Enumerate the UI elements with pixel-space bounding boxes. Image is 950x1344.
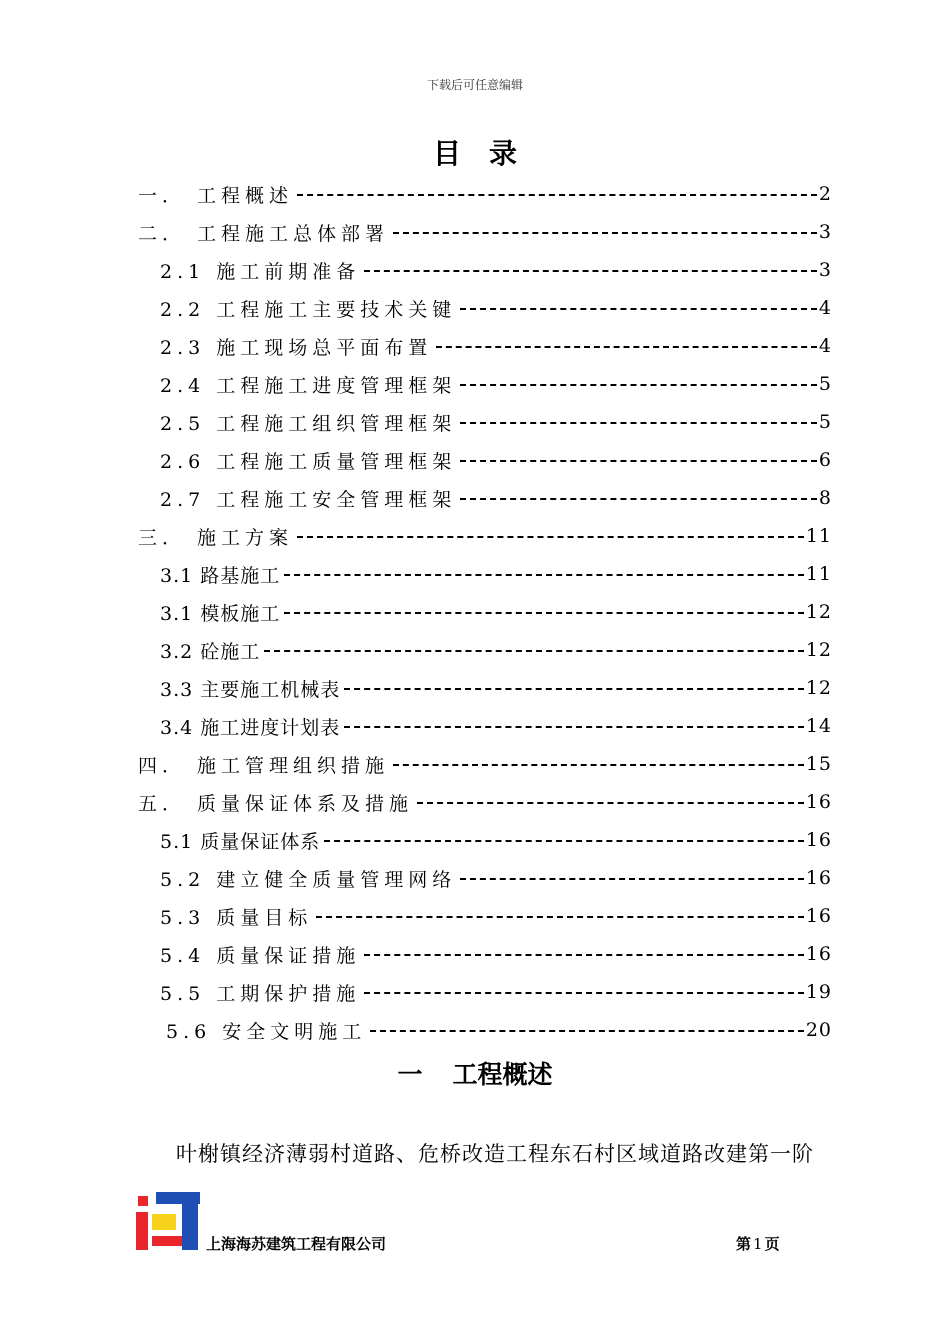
toc-entry-label: 3.1 路基施工 — [160, 564, 281, 587]
toc-entry-label: 2.1 施工前期准备 — [160, 260, 361, 283]
header-note: 下载后可任意编辑 — [426, 78, 523, 92]
toc-entry-page: 5 — [818, 373, 832, 395]
toc-entry-5-6[interactable] — [166, 1015, 832, 1045]
toc-entry-3-1b[interactable] — [160, 597, 832, 627]
toc-entry-label: 3.1 模板施工 — [160, 602, 281, 625]
footer-company-name: 上海海苏建筑工程有限公司 — [206, 1235, 387, 1253]
toc-entry-page: 2 — [818, 183, 832, 205]
dotted-leader — [344, 726, 804, 728]
section-number: 一 — [397, 1060, 423, 1089]
toc-entry-label: 五． 质量保证体系及措施 — [138, 792, 414, 815]
toc-entry-5-3[interactable] — [160, 901, 832, 931]
page-suffix: 页 — [764, 1235, 780, 1253]
toc-entry-label: 一． 工程概述 — [138, 184, 294, 207]
dotted-leader — [344, 688, 804, 690]
toc-entry-label: 2.4 工程施工进度管理框架 — [160, 374, 457, 397]
toc-entry-label: 5.5 工期保护措施 — [160, 982, 361, 1005]
toc-entry-page: 16 — [805, 943, 832, 965]
dotted-leader — [284, 612, 804, 614]
toc-entry-label: 5.1 质量保证体系 — [160, 830, 321, 853]
toc-entry-page: 12 — [805, 677, 832, 699]
toc-entry-page: 11 — [805, 563, 832, 585]
dotted-leader — [460, 878, 804, 880]
toc-entry-5-5[interactable] — [160, 977, 832, 1007]
dotted-leader — [297, 194, 817, 196]
toc-entry-5-4[interactable] — [160, 939, 832, 969]
toc-entry-label: 四． 施工管理组织措施 — [138, 754, 390, 777]
toc-entry-label: 三． 施工方案 — [138, 526, 294, 549]
toc-entry-page: 5 — [818, 411, 832, 433]
toc-entry-2[interactable] — [138, 217, 832, 247]
dotted-leader — [460, 308, 817, 310]
page-prefix: 第 — [736, 1235, 752, 1253]
toc-entry-label: 二． 工程施工总体部署 — [138, 222, 390, 245]
dotted-leader — [264, 650, 804, 652]
toc-entry-2-1[interactable] — [160, 255, 832, 285]
toc-entry-1[interactable] — [138, 179, 832, 209]
toc-entry-5-2[interactable] — [160, 863, 832, 893]
toc-entry-label: 2.7 工程施工安全管理框架 — [160, 488, 457, 511]
toc-entry-page: 14 — [805, 715, 832, 737]
toc-entry-page: 16 — [805, 905, 832, 927]
toc-entry-label: 5.4 质量保证措施 — [160, 944, 361, 967]
toc-entry-page: 11 — [805, 525, 832, 547]
dotted-leader — [393, 764, 804, 766]
dotted-leader — [364, 954, 804, 956]
toc-entry-5-1[interactable] — [160, 825, 832, 855]
toc-entry-page: 12 — [805, 639, 832, 661]
dotted-leader — [460, 384, 817, 386]
section-heading — [0, 1055, 950, 1091]
toc-entry-page: 19 — [805, 981, 832, 1003]
toc-entry-3[interactable] — [138, 521, 832, 551]
toc-entry-label: 2.6 工程施工质量管理框架 — [160, 450, 457, 473]
toc-entry-3-3[interactable] — [160, 673, 832, 703]
toc-entry-2-3[interactable] — [160, 331, 832, 361]
dotted-leader — [324, 840, 804, 842]
company-logo-icon — [136, 1192, 200, 1250]
toc-entry-label: 2.3 施工现场总平面布置 — [160, 336, 433, 359]
footer-page-number — [736, 1233, 780, 1254]
toc-entry-label: 5.2 建立健全质量管理网络 — [160, 868, 457, 891]
dotted-leader — [364, 992, 804, 994]
page-number: 1 — [753, 1235, 763, 1253]
dotted-leader — [370, 1030, 804, 1032]
body-paragraph: 叶榭镇经济薄弱村道路、危桥改造工程东石村区域道路改建第一阶 — [176, 1142, 814, 1166]
dotted-leader — [436, 346, 817, 348]
toc-entry-label: 3.3 主要施工机械表 — [160, 678, 341, 701]
toc-entry-page: 16 — [805, 867, 832, 889]
toc-entry-label: 5.6 安全文明施工 — [166, 1020, 367, 1043]
toc-entry-page: 4 — [818, 335, 832, 357]
toc-entry-page: 3 — [818, 259, 832, 281]
toc-entry-2-4[interactable] — [160, 369, 832, 399]
toc-entry-page: 16 — [805, 829, 832, 851]
toc-entry-page: 3 — [818, 221, 832, 243]
toc-entry-label: 5.3 质量目标 — [160, 906, 313, 929]
toc-entry-2-2[interactable] — [160, 293, 832, 323]
toc-entry-page: 12 — [805, 601, 832, 623]
dotted-leader — [316, 916, 804, 918]
toc-entry-2-7[interactable] — [160, 483, 832, 513]
dotted-leader — [284, 574, 804, 576]
toc-title: 目录 — [432, 137, 545, 170]
dotted-leader — [364, 270, 817, 272]
toc-entry-page: 15 — [805, 753, 832, 775]
toc-entry-label: 3.2 砼施工 — [160, 640, 261, 663]
toc-entry-label: 3.4 施工进度计划表 — [160, 716, 341, 739]
toc-entry-page: 8 — [818, 487, 832, 509]
dotted-leader — [460, 498, 817, 500]
toc-entry-5[interactable] — [138, 787, 832, 817]
toc-entry-3-2[interactable] — [160, 635, 832, 665]
toc-entry-page: 16 — [805, 791, 832, 813]
toc-entry-label: 2.2 工程施工主要技术关键 — [160, 298, 457, 321]
toc-entry-4[interactable] — [138, 749, 832, 779]
toc-entry-page: 6 — [818, 449, 832, 471]
toc-entry-label: 2.5 工程施工组织管理框架 — [160, 412, 457, 435]
dotted-leader — [460, 422, 817, 424]
dotted-leader — [297, 536, 804, 538]
toc-entry-2-5[interactable] — [160, 407, 832, 437]
toc-entry-page: 20 — [805, 1019, 832, 1041]
dotted-leader — [460, 460, 817, 462]
toc-entry-3-1a[interactable] — [160, 559, 832, 589]
dotted-leader — [393, 232, 817, 234]
toc-entry-3-4[interactable] — [160, 711, 832, 741]
dotted-leader — [417, 802, 804, 804]
toc-entry-page: 4 — [818, 297, 832, 319]
toc-entry-2-6[interactable] — [160, 445, 832, 475]
section-title: 工程概述 — [452, 1060, 553, 1089]
